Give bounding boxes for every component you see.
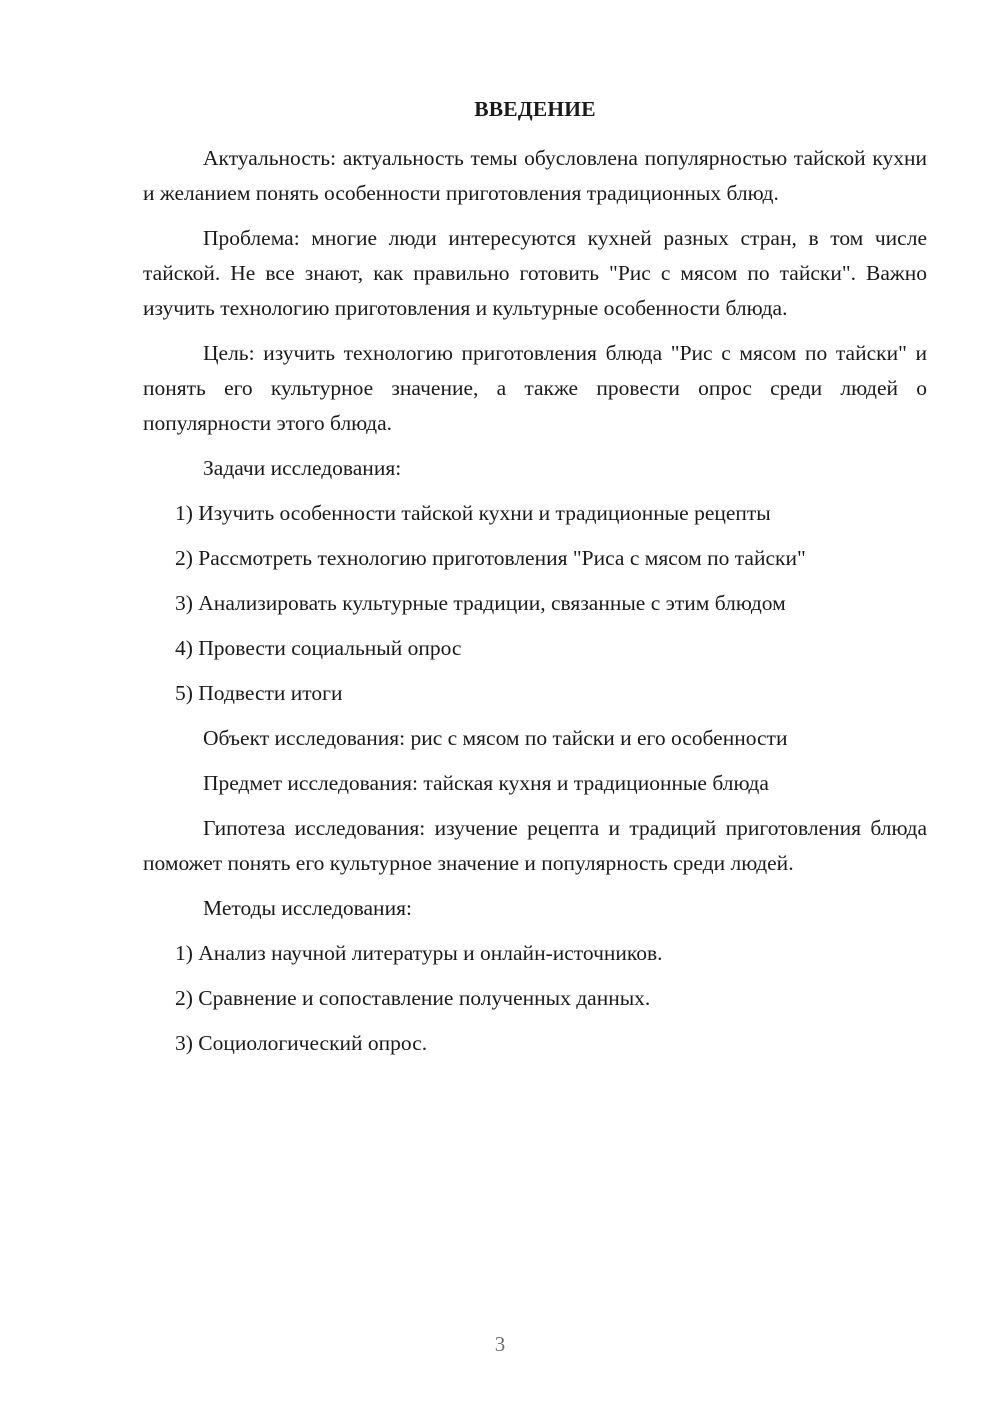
method-item: 2) Сравнение и сопоставление полученных данных. — [175, 986, 651, 1010]
task-item: 3) Анализировать культурные традиции, связанные с этим блюдом — [175, 591, 786, 615]
object-paragraph: Объект исследования: рис с мясом по тайски и его особенности — [203, 726, 788, 750]
page-number: 3 — [494, 1332, 506, 1356]
relevance-paragraph: Актуальность: актуальность темы обусловлена популярностью тайской кухни и желанием понять особенности приготовления традиционных блюд. — [143, 146, 927, 205]
hypothesis-paragraph: Гипотеза исследования: изучение рецепта и традиций приготовления блюда поможет понять его культурное значение и популярность среди людей. — [143, 816, 927, 875]
section-heading: ВВЕДЕНИЕ — [474, 97, 596, 121]
task-item: 5) Подвести итоги — [175, 681, 343, 705]
subject-paragraph: Предмет исследования: тайская кухня и традиционные блюда — [203, 771, 769, 795]
goal-paragraph: Цель: изучить технологию приготовления блюда "Рис с мясом по тайски" и понять его культурное значение, а также провести опрос среди людей о популярности этого блюда. — [143, 341, 927, 435]
task-item: 1) Изучить особенности тайской кухни и традиционные рецепты — [175, 501, 771, 525]
tasks-title: Задачи исследования: — [203, 456, 402, 480]
problem-paragraph: Проблема: многие люди интересуются кухней разных стран, в том числе тайской. Не все знают, как правильно готовить "Рис с мясом по тайски". Важно изучить технологию приготовления и культурные особенности блюда. — [143, 226, 927, 320]
method-item: 3) Социологический опрос. — [175, 1031, 428, 1055]
task-item: 4) Провести социальный опрос — [175, 636, 462, 660]
methods-title: Методы исследования: — [203, 896, 412, 920]
method-item: 1) Анализ научной литературы и онлайн-источников. — [175, 941, 663, 965]
document-page — [143, 92, 927, 1071]
task-item: 2) Рассмотреть технологию приготовления "Риса с мясом по тайски" — [175, 546, 806, 570]
